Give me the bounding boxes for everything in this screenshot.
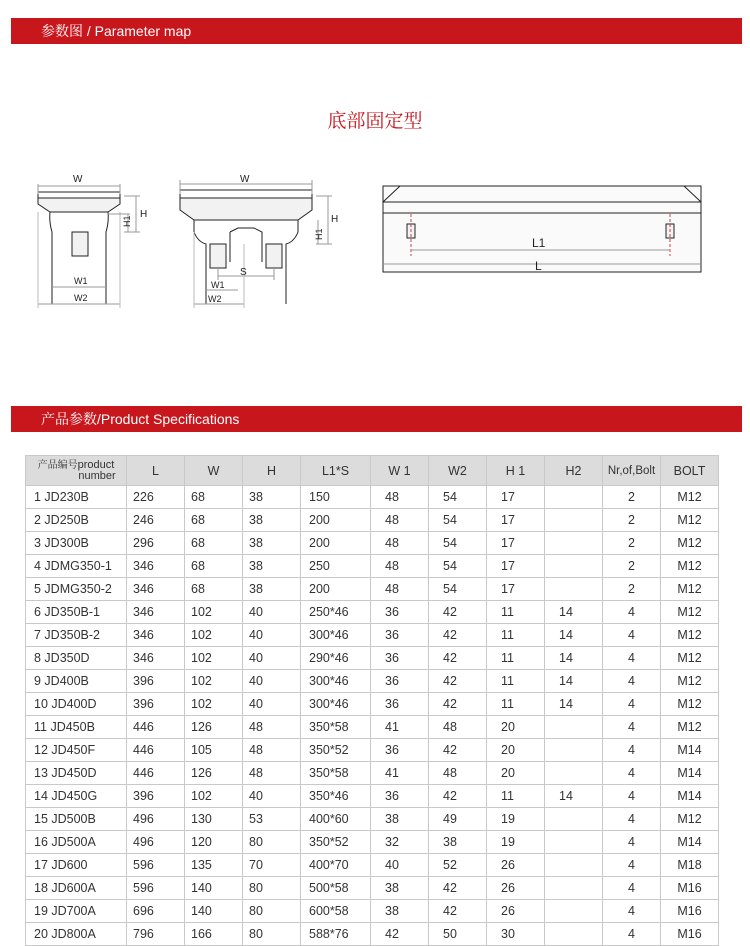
cell-product: 12 JD450F (26, 739, 127, 762)
cell-product: 4 JDMG350-1 (26, 555, 127, 578)
table-cell: 400*70 (301, 854, 371, 877)
table-cell: M14 (661, 831, 719, 854)
table-cell: 250*46 (301, 601, 371, 624)
table-cell: 11 (487, 693, 545, 716)
table-cell: M14 (661, 762, 719, 785)
label-w: W (73, 174, 83, 185)
table-cell: 40 (371, 854, 429, 877)
section-header-parameter-map (11, 18, 742, 44)
table-cell: 2 (603, 509, 661, 532)
table-cell (545, 578, 603, 601)
table-cell (545, 808, 603, 831)
table-cell: 102 (185, 693, 243, 716)
cell-product: 10 JD400D (26, 693, 127, 716)
table-cell: 42 (429, 647, 487, 670)
label-h-2: H (331, 214, 339, 225)
table-cell: 346 (127, 601, 185, 624)
table-cell: 102 (185, 624, 243, 647)
table-cell: 38 (371, 877, 429, 900)
col-l: L (127, 456, 185, 486)
table-cell: 48 (371, 555, 429, 578)
table-cell: 2 (603, 555, 661, 578)
table-cell: 4 (603, 601, 661, 624)
table-row (26, 601, 719, 624)
table-cell: 4 (603, 877, 661, 900)
table-row (26, 532, 719, 555)
col-w: W (185, 456, 243, 486)
table-cell (545, 831, 603, 854)
table-row (26, 693, 719, 716)
table-cell: 596 (127, 854, 185, 877)
cell-product: 14 JD450G (26, 785, 127, 808)
table-row (26, 785, 719, 808)
table-cell: 166 (185, 923, 243, 946)
section-title-cn: 参数图 (41, 23, 83, 39)
table-cell: 588*76 (301, 923, 371, 946)
table-cell: M16 (661, 923, 719, 946)
table-cell: 300*46 (301, 670, 371, 693)
table-cell: 14 (545, 670, 603, 693)
section-title-en: / Parameter map (86, 23, 192, 39)
table-cell: 140 (185, 877, 243, 900)
table-row (26, 578, 719, 601)
table-cell: 120 (185, 831, 243, 854)
table-cell: 68 (185, 509, 243, 532)
table-cell: 68 (185, 486, 243, 509)
table-cell: 4 (603, 831, 661, 854)
table-cell: 52 (429, 854, 487, 877)
table-cell: 135 (185, 854, 243, 877)
table-cell: 68 (185, 555, 243, 578)
table-cell: 400*60 (301, 808, 371, 831)
cell-product: 8 JD350D (26, 647, 127, 670)
cell-product: 13 JD450D (26, 762, 127, 785)
table-cell: 4 (603, 624, 661, 647)
table-cell: 68 (185, 532, 243, 555)
table-row (26, 808, 719, 831)
table-cell: 300*46 (301, 693, 371, 716)
table-cell: 19 (487, 808, 545, 831)
table-cell: 14 (545, 601, 603, 624)
table-cell: 350*58 (301, 762, 371, 785)
table-cell: 17 (487, 532, 545, 555)
table-cell: 11 (487, 624, 545, 647)
table-cell: 596 (127, 877, 185, 900)
table-cell (545, 509, 603, 532)
table-cell: 48 (243, 762, 301, 785)
table-cell: 80 (243, 877, 301, 900)
table-cell: 36 (371, 601, 429, 624)
col-l1s: L1*S (301, 456, 371, 486)
table-cell: 36 (371, 785, 429, 808)
table-cell: 54 (429, 532, 487, 555)
col-product: 产品编号product number (26, 456, 127, 486)
table-cell: 102 (185, 647, 243, 670)
table-cell: 350*46 (301, 785, 371, 808)
table-cell: 26 (487, 877, 545, 900)
table-cell: M12 (661, 601, 719, 624)
table-cell: 41 (371, 716, 429, 739)
table-cell: 54 (429, 555, 487, 578)
table-cell: 40 (243, 601, 301, 624)
table-cell: 4 (603, 739, 661, 762)
table-cell: 36 (371, 739, 429, 762)
table-row (26, 555, 719, 578)
table-cell: 2 (603, 532, 661, 555)
table-cell: 396 (127, 785, 185, 808)
cell-product: 1 JD230B (26, 486, 127, 509)
table-cell: 36 (371, 624, 429, 647)
table-cell: 17 (487, 509, 545, 532)
label-h: H (140, 209, 148, 220)
table-cell: 346 (127, 578, 185, 601)
table-cell: 20 (487, 716, 545, 739)
label-l1: L1 (532, 236, 546, 250)
cell-product: 9 JD400B (26, 670, 127, 693)
table-cell: 42 (429, 785, 487, 808)
label-h1-2: H1 (314, 228, 324, 240)
table-cell: 48 (429, 716, 487, 739)
parameter-diagram (0, 160, 750, 320)
table-cell: 42 (371, 923, 429, 946)
section-title-en: /Product Specifications (97, 411, 240, 427)
table-cell: 11 (487, 785, 545, 808)
table-cell: 105 (185, 739, 243, 762)
table-cell: M12 (661, 808, 719, 831)
table-row (26, 509, 719, 532)
table-row (26, 877, 719, 900)
table-cell: 41 (371, 762, 429, 785)
cell-product: 16 JD500A (26, 831, 127, 854)
table-cell: 346 (127, 647, 185, 670)
table-cell (545, 854, 603, 877)
table-cell: 42 (429, 601, 487, 624)
label-s: S (240, 267, 247, 278)
table-cell: 54 (429, 486, 487, 509)
table-row (26, 624, 719, 647)
table-cell: 20 (487, 762, 545, 785)
table-cell: 130 (185, 808, 243, 831)
table-cell: 36 (371, 670, 429, 693)
table-cell: M12 (661, 647, 719, 670)
table-cell: 36 (371, 647, 429, 670)
table-cell: 53 (243, 808, 301, 831)
table-cell: 14 (545, 693, 603, 716)
table-cell: 17 (487, 486, 545, 509)
table-row (26, 831, 719, 854)
col-h: H (243, 456, 301, 486)
table-cell (545, 532, 603, 555)
section-header-product-specifications (11, 406, 742, 432)
table-cell: M12 (661, 716, 719, 739)
table-cell: 48 (371, 578, 429, 601)
table-cell: 102 (185, 670, 243, 693)
table-cell: 4 (603, 808, 661, 831)
table-cell: 38 (243, 532, 301, 555)
table-cell: 200 (301, 578, 371, 601)
table-row (26, 647, 719, 670)
label-w2: W2 (74, 293, 88, 303)
table-row (26, 900, 719, 923)
table-cell: 38 (243, 555, 301, 578)
table-cell: 496 (127, 831, 185, 854)
table-cell: 290*46 (301, 647, 371, 670)
table-cell: 4 (603, 647, 661, 670)
table-cell: M16 (661, 900, 719, 923)
table-cell: 42 (429, 739, 487, 762)
table-cell: 500*58 (301, 877, 371, 900)
table-cell: 80 (243, 900, 301, 923)
table-cell: 102 (185, 601, 243, 624)
table-cell: 4 (603, 670, 661, 693)
table-cell (545, 900, 603, 923)
table-cell: 54 (429, 509, 487, 532)
table-cell: 696 (127, 900, 185, 923)
table-cell: 48 (429, 762, 487, 785)
table-cell: M14 (661, 739, 719, 762)
table-cell: 150 (301, 486, 371, 509)
table-cell: 200 (301, 532, 371, 555)
table-cell: 42 (429, 624, 487, 647)
table-cell: 350*52 (301, 739, 371, 762)
table-cell: 48 (243, 739, 301, 762)
table-cell (545, 877, 603, 900)
label-h1: H1 (122, 215, 132, 227)
table-cell: 2 (603, 578, 661, 601)
table-cell: M12 (661, 555, 719, 578)
table-cell: 30 (487, 923, 545, 946)
diagram-subtitle: 底部固定型 (327, 110, 423, 132)
table-cell: 50 (429, 923, 487, 946)
table-cell: 17 (487, 578, 545, 601)
table-cell: 296 (127, 532, 185, 555)
table-cell: 38 (371, 900, 429, 923)
table-cell: 68 (185, 578, 243, 601)
cell-product: 6 JD350B-1 (26, 601, 127, 624)
table-cell: 446 (127, 739, 185, 762)
table-row (26, 854, 719, 877)
cell-product: 2 JD250B (26, 509, 127, 532)
table-cell: 102 (185, 785, 243, 808)
table-cell: 4 (603, 716, 661, 739)
table-cell: M12 (661, 486, 719, 509)
table-cell: M18 (661, 854, 719, 877)
table-cell: 200 (301, 509, 371, 532)
cell-product: 3 JD300B (26, 532, 127, 555)
table-cell: 42 (429, 670, 487, 693)
table-cell: 42 (429, 877, 487, 900)
table-cell: 350*58 (301, 716, 371, 739)
col-h1: H 1 (487, 456, 545, 486)
table-cell: 14 (545, 624, 603, 647)
cell-product: 7 JD350B-2 (26, 624, 127, 647)
table-cell (545, 739, 603, 762)
table-cell: M12 (661, 578, 719, 601)
table-cell: 11 (487, 670, 545, 693)
col-w2: W2 (429, 456, 487, 486)
table-row (26, 670, 719, 693)
table-cell: 4 (603, 923, 661, 946)
table-cell: 38 (371, 808, 429, 831)
table-cell: 40 (243, 670, 301, 693)
table-cell: 446 (127, 762, 185, 785)
table-cell: 446 (127, 716, 185, 739)
table-cell: 2 (603, 486, 661, 509)
table-cell: 38 (243, 578, 301, 601)
cell-product: 5 JDMG350-2 (26, 578, 127, 601)
table-cell: 19 (487, 831, 545, 854)
cell-product: 17 JD600 (26, 854, 127, 877)
table-cell: 350*52 (301, 831, 371, 854)
table-cell: 36 (371, 693, 429, 716)
table-cell: 42 (429, 693, 487, 716)
cell-product: 18 JD600A (26, 877, 127, 900)
table-cell: 20 (487, 739, 545, 762)
table-cell: 496 (127, 808, 185, 831)
table-cell: 4 (603, 693, 661, 716)
table-cell (545, 762, 603, 785)
table-cell: 70 (243, 854, 301, 877)
table-cell: M12 (661, 693, 719, 716)
table-cell (545, 555, 603, 578)
table-cell: 48 (371, 509, 429, 532)
table-row (26, 762, 719, 785)
table-cell: 38 (243, 486, 301, 509)
table-cell (545, 923, 603, 946)
table-cell: M12 (661, 670, 719, 693)
cell-product: 20 JD800A (26, 923, 127, 946)
label-l: L (535, 259, 542, 273)
table-cell: 600*58 (301, 900, 371, 923)
table-cell: M16 (661, 877, 719, 900)
table-cell: 126 (185, 762, 243, 785)
table-cell: 126 (185, 716, 243, 739)
table-cell: 140 (185, 900, 243, 923)
table-cell: M14 (661, 785, 719, 808)
table-cell: M12 (661, 509, 719, 532)
table-cell: 11 (487, 601, 545, 624)
table-cell: 26 (487, 900, 545, 923)
cell-product: 19 JD700A (26, 900, 127, 923)
table-cell: 14 (545, 647, 603, 670)
cell-product: 15 JD500B (26, 808, 127, 831)
table-cell: 4 (603, 762, 661, 785)
table-cell: 14 (545, 785, 603, 808)
table-cell: 346 (127, 624, 185, 647)
table-cell: 396 (127, 670, 185, 693)
table-cell: 80 (243, 831, 301, 854)
table-cell: 48 (371, 486, 429, 509)
label-w1: W1 (74, 276, 88, 286)
table-cell: 38 (243, 509, 301, 532)
table-cell: 48 (243, 716, 301, 739)
table-cell: M12 (661, 532, 719, 555)
table-cell: 4 (603, 785, 661, 808)
table-cell: 300*46 (301, 624, 371, 647)
table-cell: 48 (371, 532, 429, 555)
label-w2-2: W2 (208, 294, 222, 304)
table-cell: 250 (301, 555, 371, 578)
label-w1-2: W1 (211, 280, 225, 290)
table-cell: 4 (603, 900, 661, 923)
table-row (26, 486, 719, 509)
cell-product: 11 JD450B (26, 716, 127, 739)
table-cell: 17 (487, 555, 545, 578)
table-cell: 40 (243, 693, 301, 716)
table-cell: 396 (127, 693, 185, 716)
table-cell: 80 (243, 923, 301, 946)
col-w1: W 1 (371, 456, 429, 486)
table-cell: 796 (127, 923, 185, 946)
table-cell: 42 (429, 900, 487, 923)
section-title-cn: 产品参数 (41, 411, 97, 427)
table-cell: 49 (429, 808, 487, 831)
table-row (26, 923, 719, 946)
table-cell (545, 716, 603, 739)
table-cell: 40 (243, 624, 301, 647)
table-cell: 54 (429, 578, 487, 601)
table-row (26, 739, 719, 762)
table-cell (545, 486, 603, 509)
table-cell: 346 (127, 555, 185, 578)
table-cell: 246 (127, 509, 185, 532)
table-cell: 11 (487, 647, 545, 670)
col-nr-of-bolt: Nr,of,Bolt (603, 456, 661, 486)
table-cell: 4 (603, 854, 661, 877)
table-row (26, 716, 719, 739)
label-w-2: W (240, 174, 250, 185)
table-cell: 40 (243, 785, 301, 808)
col-h2: H2 (545, 456, 603, 486)
spec-table (25, 455, 719, 946)
table-cell: 32 (371, 831, 429, 854)
table-cell: 26 (487, 854, 545, 877)
table-header-row (26, 456, 719, 486)
table-cell: 226 (127, 486, 185, 509)
table-cell: M12 (661, 624, 719, 647)
table-cell: 40 (243, 647, 301, 670)
col-bolt: BOLT (661, 456, 719, 486)
table-cell: 38 (429, 831, 487, 854)
